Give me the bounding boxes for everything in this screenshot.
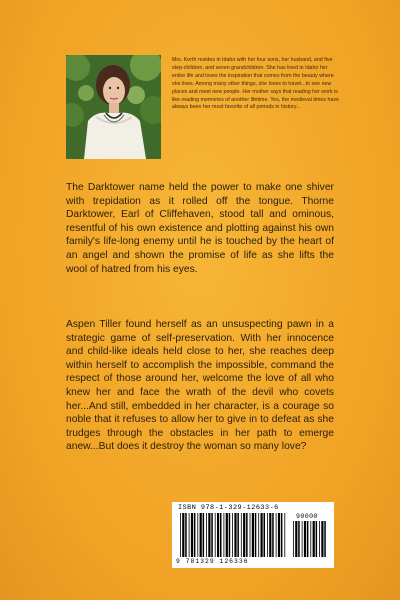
barcode-bar bbox=[206, 513, 207, 557]
barcode-bar bbox=[302, 521, 303, 557]
barcode-bar bbox=[246, 513, 248, 557]
barcode-bar bbox=[182, 513, 184, 557]
barcode-bar bbox=[313, 521, 315, 557]
barcode-bar bbox=[224, 513, 225, 557]
barcode-bar bbox=[252, 513, 254, 557]
barcode-bar bbox=[194, 513, 196, 557]
barcode-bar bbox=[197, 513, 198, 557]
barcode-bar bbox=[319, 521, 320, 557]
barcode-bar bbox=[180, 513, 181, 557]
barcode-bar bbox=[307, 521, 309, 557]
barcode-bar bbox=[304, 521, 306, 557]
barcode-bar bbox=[208, 513, 210, 557]
barcode-bar bbox=[272, 513, 274, 557]
blurb-paragraph-2: Aspen Tiller found herself as an unsuspecting pawn in a strategic game of self-preservation. With her innocence and child-like ideals held close to her, she reaches deep within herself to accomplish the impossible, command the respect of those around her, welcome the love of all who knew her and face the wrath of the devil who covets her...And still, embedded in her character, is a courage so noble that it refuses to allow her to give in to defeat as she trudges through the obstacles in her path to emerge anew...But does it destroy the woman so many love? bbox=[66, 319, 334, 453]
barcode-bar bbox=[324, 521, 326, 557]
barcode-bar bbox=[261, 513, 263, 557]
barcode-bar bbox=[284, 513, 285, 557]
barcode-bar bbox=[191, 513, 193, 557]
barcode-bar bbox=[232, 513, 233, 557]
barcode-bar bbox=[217, 513, 219, 557]
barcode-bar bbox=[255, 513, 256, 557]
barcode-icon bbox=[180, 513, 288, 557]
author-photo bbox=[66, 55, 161, 159]
barcode-bar bbox=[220, 513, 222, 557]
isbn-barcode-box bbox=[172, 502, 334, 568]
price-barcode-icon bbox=[293, 521, 327, 557]
barcode-bar bbox=[258, 513, 259, 557]
barcode-bar bbox=[281, 513, 283, 557]
barcode-bar bbox=[295, 521, 297, 557]
barcode-bar bbox=[229, 513, 231, 557]
price-code: 90000 bbox=[296, 513, 318, 520]
barcode-bar bbox=[211, 513, 213, 557]
barcode-bar bbox=[250, 513, 251, 557]
barcode-bar bbox=[310, 521, 311, 557]
barcode-bar bbox=[243, 513, 245, 557]
barcode-bar bbox=[189, 513, 190, 557]
barcode-bar bbox=[316, 521, 318, 557]
ean-digits: 9 781329 126336 bbox=[176, 558, 249, 565]
barcode-bar bbox=[269, 513, 271, 557]
barcode-bar bbox=[267, 513, 268, 557]
barcode-bar bbox=[215, 513, 216, 557]
blurb-paragraph-1: The Darktower name held the power to make one shiver with trepidation as it rolled off the tongue. Thorne Darktower, Earl of Cliffehaven, stood tall and ominous, resentful of his own existence and plotting against his own family's life-long enemy until he is touched by the heart of an angel and shown the promise of life as she lifts the wool of hatred from his eyes. bbox=[66, 182, 334, 275]
barcode-bar bbox=[234, 513, 236, 557]
barcode-bar bbox=[293, 521, 294, 557]
barcode-bar bbox=[226, 513, 228, 557]
barcode-bar bbox=[321, 521, 323, 557]
barcode-bar bbox=[298, 521, 300, 557]
barcode-bar bbox=[264, 513, 266, 557]
barcode-bar bbox=[200, 513, 202, 557]
barcode-bar bbox=[237, 513, 239, 557]
barcode-bar bbox=[241, 513, 242, 557]
barcode-bar bbox=[203, 513, 205, 557]
isbn-label: ISBN 978-1-329-12633-6 bbox=[178, 504, 279, 512]
author-portrait-icon bbox=[66, 55, 161, 159]
barcode-bar bbox=[276, 513, 277, 557]
author-bio: Mrs. Korth resides in Idaho with her four sons, her husband, and five step-children, and seven grandchildren. She has lived in Idaho her entire life and loves the inspiration that comes from the beauty where she lives. Among many other things, she loves to travel...to see new places and meet new people. Her mother says that reading her work is like reading memories of another lifetime. Yes, the medieval times have always been her most favorite of all periods in history... bbox=[172, 57, 339, 111]
barcode-bar bbox=[185, 513, 187, 557]
barcode-bar bbox=[278, 513, 280, 557]
